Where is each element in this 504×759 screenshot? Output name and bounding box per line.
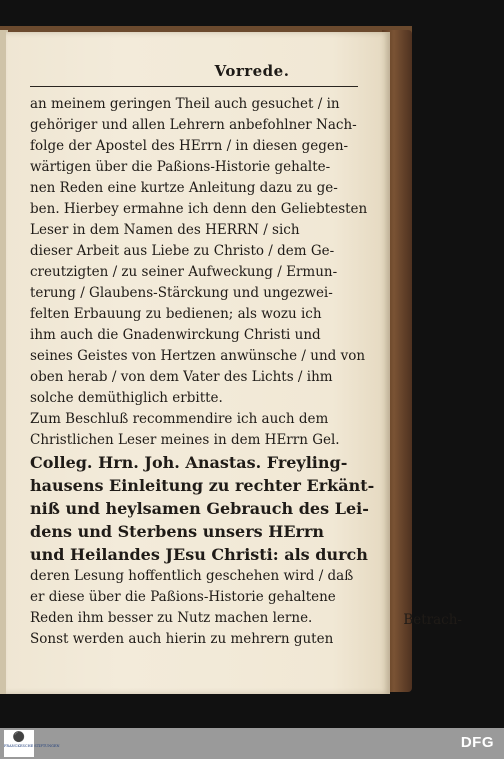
text-line: Reden ihm besser zu Nutz machen lerne.: [30, 610, 313, 626]
text-line: felten Erbauung zu bedienen; als wozu ich: [30, 306, 322, 322]
catchword: Betrach-: [403, 612, 462, 628]
viewer-footer: [0, 728, 504, 759]
text-line: creutzigten / zu seiner Aufweckung / Ermun-: [30, 264, 338, 280]
text-line: Colleg. Hrn. Joh. Anastas. Freyling-: [30, 453, 348, 472]
header-rule: [30, 86, 358, 87]
institution-logo[interactable]: [4, 730, 60, 757]
logo-emblem-icon: ⚫: [12, 732, 26, 743]
text-line: seines Geistes von Hertzen anwünsche / und von: [30, 348, 366, 364]
text-line: Christlichen Leser meines in dem HErrn Gel.: [30, 432, 340, 448]
text-line: solche demüthiglich erbitte.: [30, 390, 223, 406]
text-line: terung / Glaubens-Stärckung und ungezwei-: [30, 285, 333, 301]
text-line: wärtigen über die Paßions-Historie gehalte-: [30, 159, 331, 175]
text-line: Leser in dem Namen des HERRN / sich: [30, 222, 300, 238]
text-line: ben. Hierbey ermahne ich denn den Geliebtesten: [30, 201, 368, 217]
text-line: deren Lesung hoffentlich geschehen wird / daß: [30, 568, 354, 584]
text-line: ihm auch die Gnadenwirckung Christi und: [30, 327, 321, 343]
text-line: dieser Arbeit aus Liebe zu Christo / dem Ge-: [30, 243, 335, 259]
text-line: oben herab / von dem Vater des Lichts / ihm: [30, 369, 333, 385]
text-line: gehöriger und allen Lehrern anbefohlner Nach-: [30, 117, 357, 133]
text-line: hausens Einleitung zu rechter Erkänt-: [30, 476, 375, 495]
text-line: niß und heylsamen Gebrauch des Lei-: [30, 499, 369, 518]
text-line: nen Reden eine kurtze Anleitung dazu zu ge-: [30, 180, 338, 196]
dfg-logo[interactable]: DFG: [460, 734, 494, 751]
text-line: dens und Sterbens unsers HErrn: [30, 522, 324, 541]
logo-text: FRANCKESCHE STIFTUNGEN: [4, 744, 60, 748]
text-line: und Heilandes JEsu Christi: als durch: [30, 545, 368, 564]
text-line: er diese über die Paßions-Historie gehaltene: [30, 589, 336, 605]
text-line: Sonst werden auch hierin zu mehrern guten: [30, 631, 334, 647]
text-line: an meinem geringen Theil auch gesuchet / in: [30, 96, 340, 112]
page-header: Vorrede.: [214, 62, 290, 80]
text-line: Zum Beschluß recommendire ich auch dem: [30, 411, 329, 427]
body-text: [30, 94, 375, 650]
text-line: folge der Apostel des HErrn / in diesen gegen-: [30, 138, 349, 154]
